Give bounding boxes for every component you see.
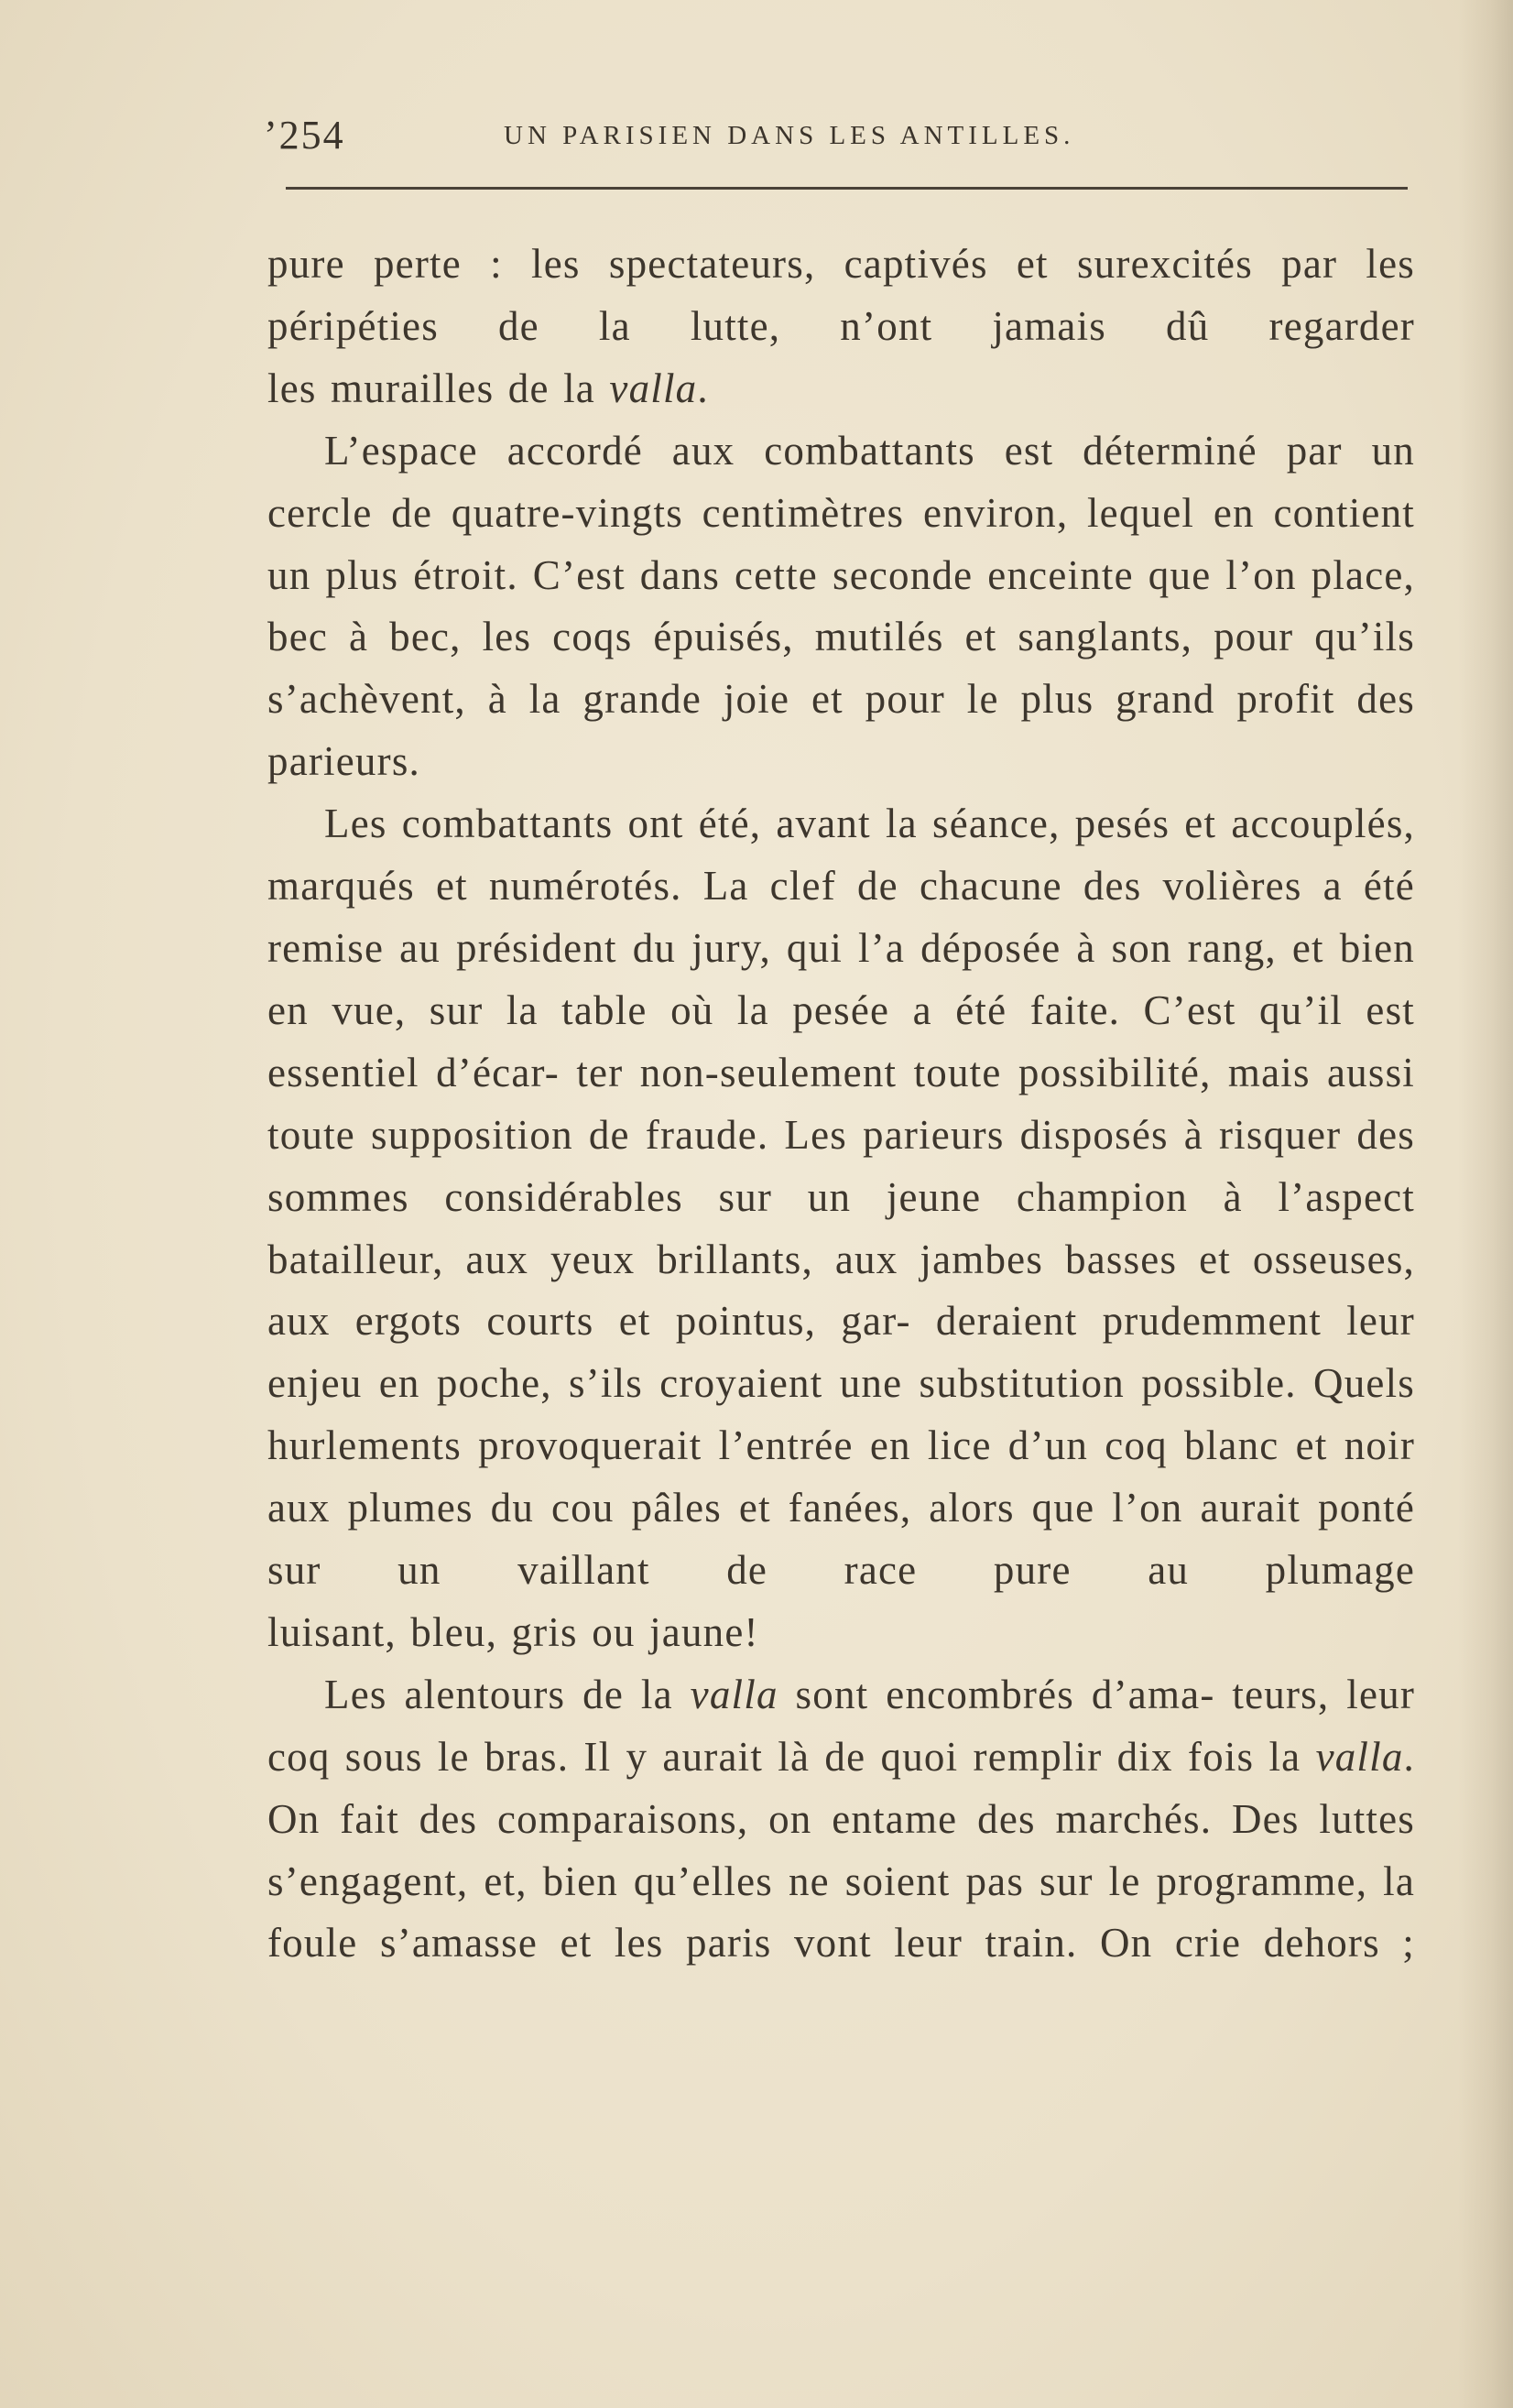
text-line: bien qu’elles ne soient pas sur le programme, la foule [267, 1858, 1416, 1967]
text-line: croyaient une substitution possible. Quels hurlements [267, 1360, 1415, 1469]
text-line: L’espace accordé aux combattants est déterminé [324, 427, 1257, 474]
italic-term: valla [609, 365, 698, 411]
text-line: l’aspect batailleur, aux yeux brillants, aux jambes [267, 1173, 1415, 1282]
text-line: à la grande joie et pour le plus grand profit des parieurs. [267, 676, 1416, 785]
text-line: aux plumes du cou pâles et fanées, alors que l’on [267, 1485, 1183, 1531]
text-line: les péripéties de la lutte, n’ont jamais dû regarder [267, 241, 1415, 349]
text-line: deraient prudemment leur enjeu en poche, s’ils [267, 1298, 1415, 1407]
text-line: où la pesée a été faite. C’est qu’il est essentiel d’écar- [267, 986, 1416, 1095]
text-line: luisant, bleu, gris ou jaune! [267, 1608, 759, 1655]
text-line-with-italic: remplir dix fois la valla. On fait des comparaisons, [267, 1733, 1415, 1842]
text-line: épuisés, mutilés et sanglants, pour qu’ils s’achèvent, [267, 614, 1416, 723]
page-number: ʼ254 [264, 113, 345, 158]
paragraph-2 [267, 420, 1415, 793]
running-header [264, 108, 1413, 163]
text-line-with-italic: les murailles de la valla. [267, 365, 709, 411]
text-line: par un cercle de quatre-vingts centimètres environ, [267, 427, 1415, 536]
text-line: des sommes considérables sur un jeune champion à [267, 1111, 1416, 1220]
text-line: seconde enceinte que l’on place, bec à bec, les coqs [267, 551, 1416, 660]
text-line: pure perte : les spectateurs, captivés et surexcités par [267, 241, 1338, 287]
header-rule [286, 187, 1408, 190]
text-line: l’a déposée à son rang, et bien en vue, sur la table [267, 924, 1415, 1033]
italic-term: valla [690, 1671, 778, 1717]
text-line: teurs, leur coq sous le bras. Il y aurait là de quoi [267, 1671, 1416, 1780]
paragraph-1 [267, 234, 1415, 358]
text-line: aurait ponté sur un vaillant de race pure au plumage [267, 1485, 1416, 1594]
text-line: s’amasse et les paris vont leur train. On crie dehors ; [379, 1920, 1416, 1967]
running-title: UN PARISIEN DANS LES ANTILLES. [504, 121, 1075, 150]
text-line: lequel en contient un plus étroit. C’est dans cette [267, 489, 1415, 598]
text-line: accouplés, marqués et numérotés. La clef de chacune [267, 801, 1415, 910]
body-text [267, 234, 1415, 1975]
paragraph-1-last-line [267, 358, 1415, 420]
text-line-with-italic: Les alentours de la valla sont encombrés d’ama- [324, 1671, 1215, 1717]
page-edge-shadow [1458, 0, 1513, 2408]
text-line: supposition de fraude. Les parieurs disposés à risquer [371, 1111, 1342, 1158]
paragraph-3-last-line [267, 1602, 1415, 1664]
text-line: ter non-seulement toute possibilité, mais aussi toute [267, 1049, 1416, 1158]
paragraph-4 [267, 1664, 1415, 1976]
text-line: des volières a été remise au président du jury, qui [267, 863, 1415, 971]
text-line: provoquerait l’entrée en lice d’un coq blanc et noir [478, 1422, 1415, 1469]
text-line: basses et osseuses, aux ergots courts et pointus, gar- [267, 1236, 1415, 1345]
paragraph-3 [267, 793, 1415, 1602]
text-line: Les combattants ont été, avant la séance, pesés et [324, 801, 1217, 847]
text-line: on entame des marchés. Des luttes s’engagent, et, [267, 1795, 1416, 1904]
italic-term: valla [1315, 1733, 1404, 1780]
